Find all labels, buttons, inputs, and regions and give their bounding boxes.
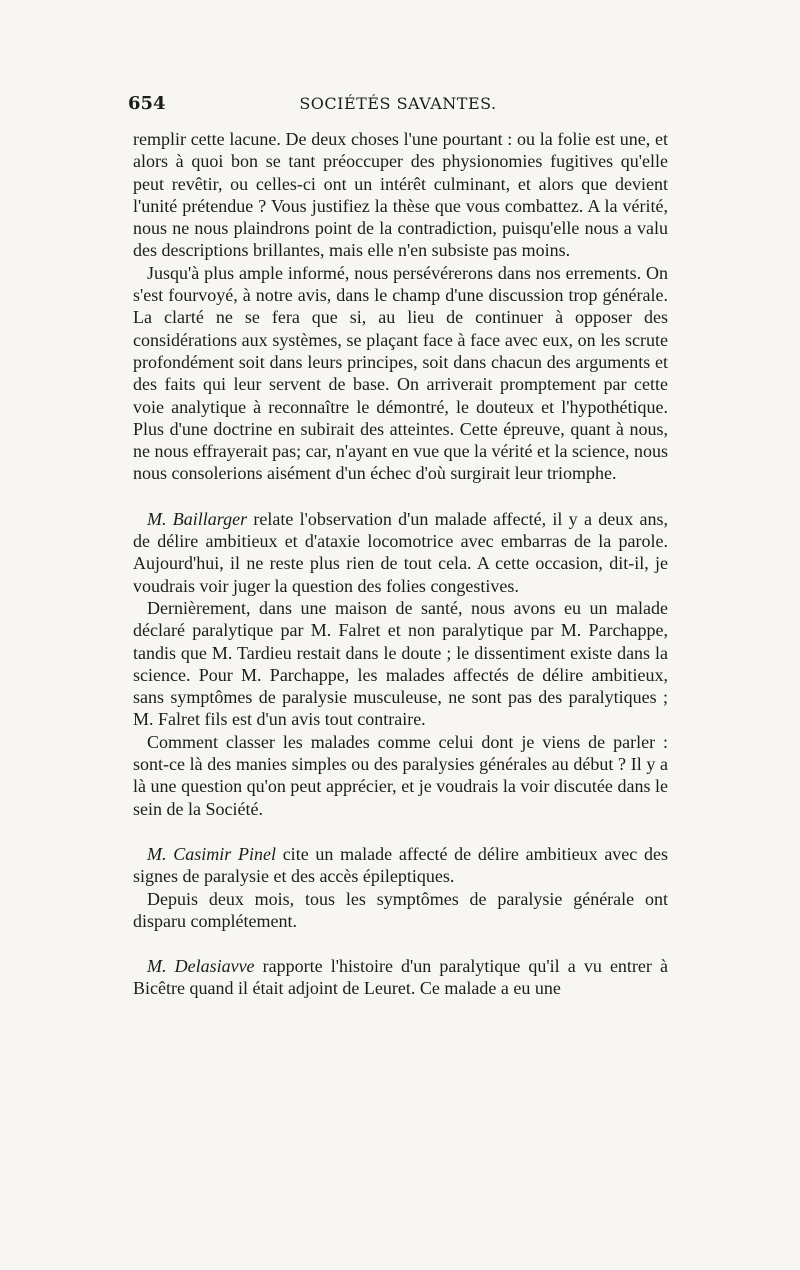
page-number: 654 xyxy=(128,93,166,114)
paragraph-text: cite un malade affecté de délire ambitieux avec des signes de paralysie et des accès épileptiques. xyxy=(133,843,669,887)
paragraph-text: rapporte l'histoire d'un paralytique qu'il a vu entrer à Bicêtre quand il était adjoint de Leuret. Ce malade a eu une xyxy=(133,956,668,999)
paragraph-text: relate l'observation d'un malade affecté, il y a deux ans, de délire ambitieux et d'ataxie locomotrice avec embarras de la parole. Aujourd'hui, il ne reste plus rien de tout cela. A cette occasion, dit-il, je voudrais voir juger la question des folies congestives. xyxy=(133,508,669,596)
speaker-name: M. Delasiavve xyxy=(147,956,255,977)
paragraph-depuis xyxy=(133,888,668,933)
page-header xyxy=(128,93,668,117)
paragraph-text: remplir cette lacune. De deux choses l'une pourtant : ou la folie est une, et alors à quoi bon se tant préoccuper des physionomies fugitives qu'elle peut revêtir, ou celles-ci ont un intérêt culminant, et alors que devient l'unité prétendue ? Vous justifiez la thèse que vous combattez. A la vérité, nous ne nous plaindrons point de la contradiction, puisqu'elle nous a valu des descriptions brillantes, mais elle n'en subsiste pas moins. xyxy=(133,129,668,261)
paragraph-dernierement xyxy=(133,597,668,731)
paragraph-text: Comment classer les malades comme celui dont je viens de parler : sont-ce là des manies simples ou des paralysies générales au début ? Il y a là une question qu'on peut apprécier, et je voudrais la voir discutée dans le sein de la Société. xyxy=(133,731,668,819)
paragraph-delasiavve xyxy=(133,955,668,1000)
page-body xyxy=(133,128,668,1000)
paragraph-baillarger xyxy=(133,508,668,597)
paragraph-text: Jusqu'à plus ample informé, nous persévérerons dans nos errements. On s'est fourvoyé, à notre avis, dans le champ d'une discussion trop générale. La clarté ne se fera que si, au lieu de continuer à opposer des considérations aux systèmes, se plaçant face à face avec eux, on les scrute profondément soit dans leurs principes, soit dans chacun des arguments et des faits qui leur servent de base. On arriverait promptement par cette voie analytique à reconnaître le démontré, le douteux et l'hypothétique. Plus d'une doctrine en subirait des atteintes. Cette épreuve, quant à nous, ne nous effrayerait pas; car, n'ayant en vue que la vérité et la science, nous nous consolerions aisément d'un échec d'où surgirait leur triomphe. xyxy=(133,262,668,484)
paragraph-text: Dernièrement, dans une maison de santé, nous avons eu un malade déclaré paralytique par M. Falret et non paralytique par M. Parchappe, tandis que M. Tardieu restait dans le doute ; le dissentiment existe dans la science. Pour M. Parchappe, les malades affectés de délire ambitieux, sans symptômes de paralysie musculeuse, ne sont pas des paralytiques ; M. Falret fils est d'un avis tout contraire. xyxy=(133,597,668,730)
paragraph-comment xyxy=(133,731,668,820)
running-title: SOCIÉTÉS SAVANTES. xyxy=(299,94,497,113)
speaker-name: M. Baillarger xyxy=(147,508,248,529)
paragraph-continued xyxy=(133,128,668,262)
paragraph-pinel xyxy=(133,843,668,888)
paragraph-jusqua xyxy=(133,262,668,485)
speaker-name: M. Casimir Pinel xyxy=(147,843,276,864)
paragraph-text: Depuis deux mois, tous les symptômes de paralysie générale ont disparu complétement. xyxy=(133,888,668,931)
